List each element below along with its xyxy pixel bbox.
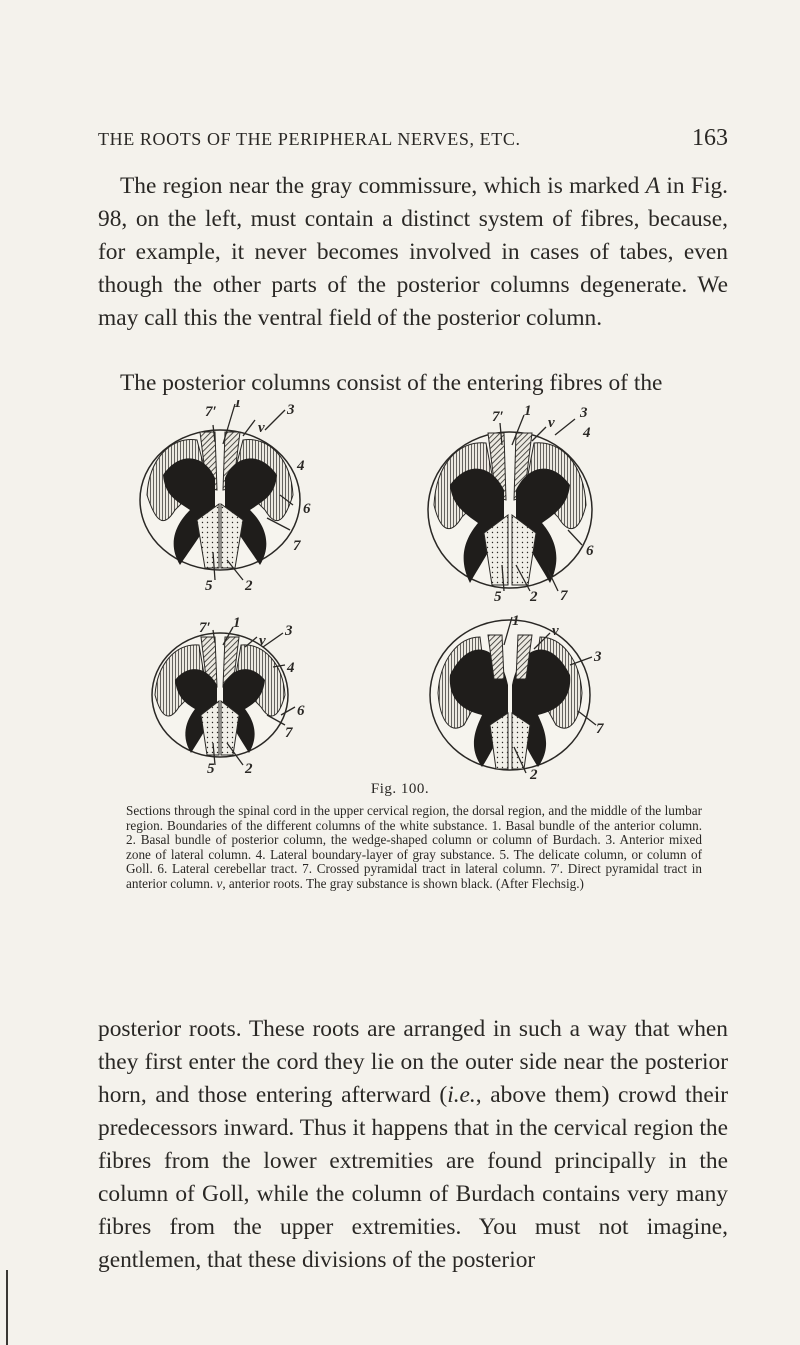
section-dorsal xyxy=(152,615,305,777)
running-head: THE ROOTS OF THE PERIPHERAL NERVES, ETC. xyxy=(98,129,521,149)
label-3: 3 xyxy=(285,623,293,639)
label-1: 1 xyxy=(234,400,242,411)
label-7: 7 xyxy=(596,721,604,737)
label-3: 3 xyxy=(594,649,602,665)
label-1: 1 xyxy=(233,615,241,631)
label-7prime: 7′ xyxy=(205,404,217,420)
caption-text-b: , anterior roots. The gray substance is shown black. (After Flechsig.) xyxy=(222,875,584,891)
label-7prime: 7′ xyxy=(199,620,211,636)
label-2: 2 xyxy=(530,767,538,780)
label-v: v xyxy=(258,420,265,436)
paragraph-3-italic: i.e. xyxy=(447,1082,476,1108)
caption-text-a: Sections through the spinal cord in the upper cervical region, the dorsal region, and the middle of the lumbar region. Boundaries of the different columns of the white substance. 1. Basal bundle of the anterior column. 2. Basal bundle of posterior column, the wedge-shaped column or column of Burdach. 3. Anterior mixed zone of lateral column. 4. Lateral boundary-layer of gray substance. 5. The delicate column, or column of Goll. 6. Lateral cerebellar tract. 7. Crossed pyramidal tract in lateral column. 7′. Direct pyramidal tract in anterior column. xyxy=(126,803,702,891)
section-cervical-2 xyxy=(428,403,594,605)
label-5: 5 xyxy=(205,578,213,594)
caption-italic-v: v xyxy=(216,875,223,891)
paragraph-2: The posterior columns consist of the entering fibres of the xyxy=(120,370,663,396)
label-2: 2 xyxy=(245,578,253,594)
label-1: 1 xyxy=(512,613,520,629)
figure-label: Fig. 100. xyxy=(370,781,430,797)
label-7prime: 7′ xyxy=(492,409,504,425)
paragraph-3-text-a: posterior roots. These roots are arranged in such a way that when they first enter the cord they lie on the outer side near the posterior horn, and those entering afterward ( xyxy=(98,1016,728,1108)
paragraph-1-text-a: The region near the gray commissure, which is marked xyxy=(120,173,646,199)
label-7: 7 xyxy=(560,588,568,604)
label-3: 3 xyxy=(287,402,295,418)
label-v: v xyxy=(552,623,559,639)
label-v: v xyxy=(259,633,266,649)
figure-caption xyxy=(126,804,702,891)
figure-100 xyxy=(135,400,695,780)
label-2: 2 xyxy=(530,589,538,605)
scan-edge-mark xyxy=(6,1270,8,1345)
label-1: 1 xyxy=(524,403,532,419)
label-6: 6 xyxy=(586,543,594,559)
label-6: 6 xyxy=(297,703,305,719)
paragraph-1-text-b: in Fig. 98, on the left, must contain a distinct system of fibres, because, for example, it never becomes involved in cases of tabes, even though the other parts of the posterior columns degenerate. We may call this the ventral field of the posterior column. xyxy=(98,173,728,331)
spinal-cord-sections xyxy=(135,400,695,780)
paragraph-3 xyxy=(98,1013,728,1277)
label-2: 2 xyxy=(245,761,253,777)
paragraph-1-italic: A xyxy=(645,173,660,199)
label-4: 4 xyxy=(583,425,591,441)
paragraph-1 xyxy=(98,170,728,335)
label-7: 7 xyxy=(293,538,301,554)
label-5: 5 xyxy=(494,589,502,605)
label-7: 7 xyxy=(285,725,293,741)
label-6: 6 xyxy=(303,501,311,517)
page-number: 163 xyxy=(692,125,728,151)
section-upper-cervical xyxy=(140,400,311,594)
section-lumbar xyxy=(430,613,604,780)
label-4: 4 xyxy=(297,458,305,474)
label-3: 3 xyxy=(580,405,588,421)
label-5: 5 xyxy=(207,761,215,777)
running-header xyxy=(98,125,728,165)
paragraph-3-text-b: , above them) crowd their predecessors inward. Thus it happens that in the cervical region the fibres from the lower extremities are found principally in the column of Goll, while the column of Burdach contains very many fibres from the upper extremities. You must not imagine, gentlemen, that these divisions of the posterior xyxy=(98,1082,728,1273)
label-4: 4 xyxy=(287,660,295,676)
label-v: v xyxy=(548,415,555,431)
